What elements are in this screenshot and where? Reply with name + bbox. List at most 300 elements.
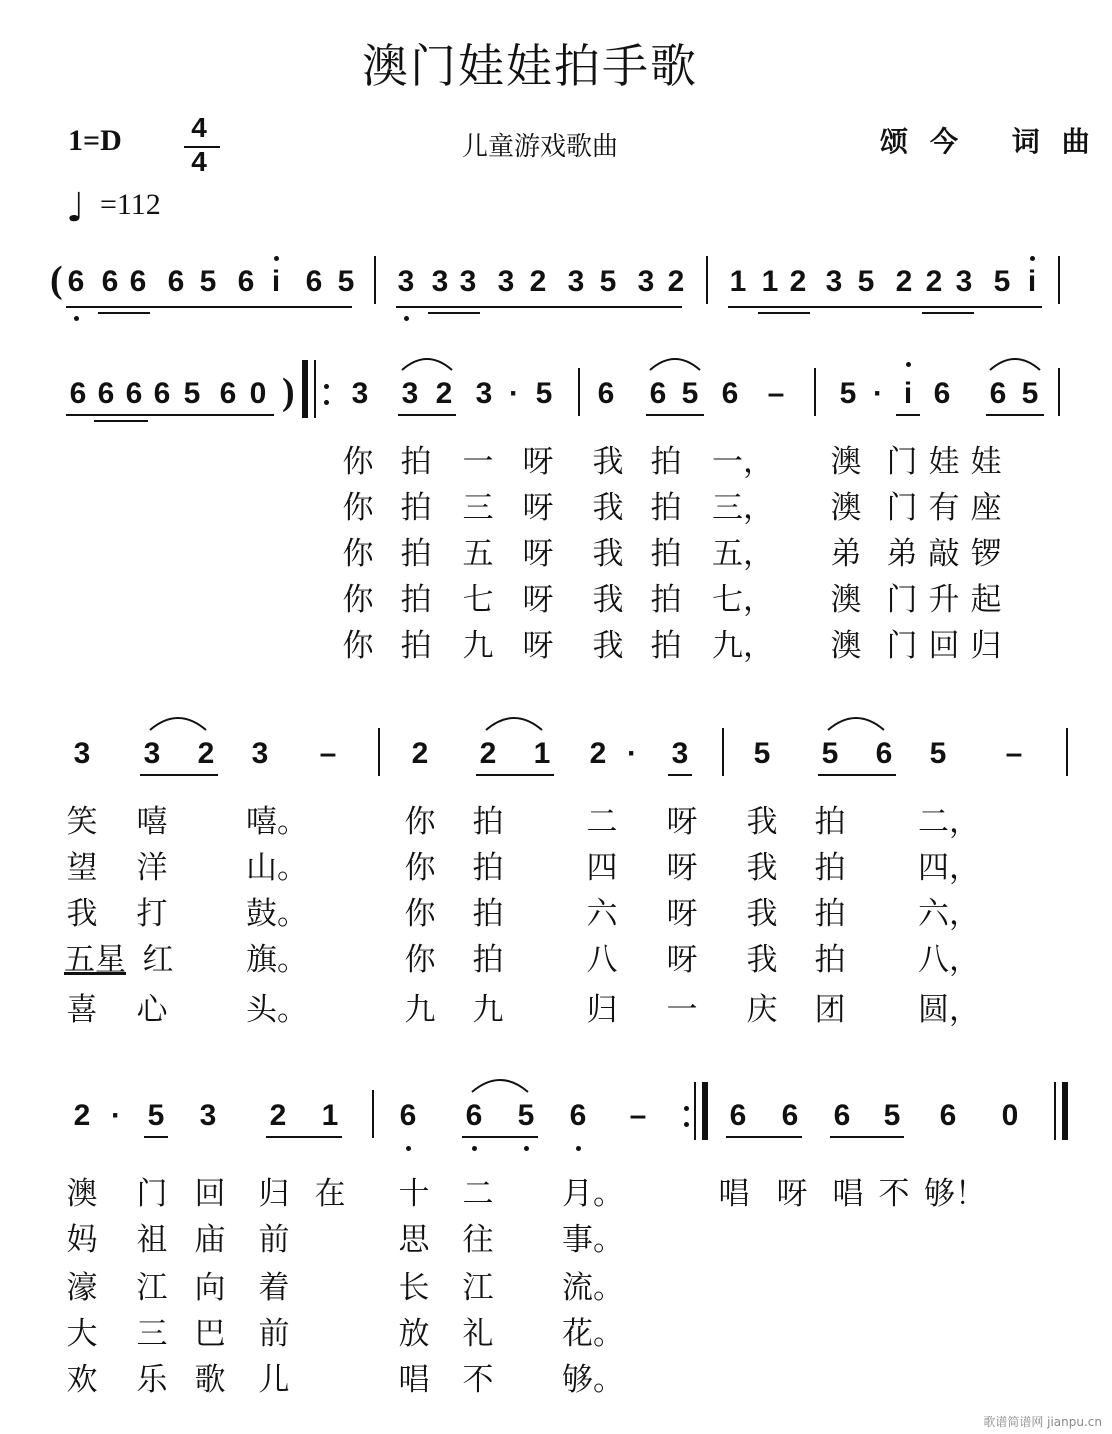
note: 5: [821, 737, 839, 770]
note: 3: [143, 737, 161, 770]
lyric: 祖: [136, 1222, 168, 1258]
lyric-row: [0, 580, 1090, 620]
lyric: 澳: [830, 628, 862, 664]
lyric: 拍: [400, 490, 432, 526]
lyric: 拍: [472, 942, 504, 978]
lyric: 洋: [136, 850, 168, 886]
lyric: 一，: [712, 444, 774, 480]
lyric: 我: [592, 536, 624, 572]
lyric: 归: [970, 628, 1002, 664]
barline: [1058, 368, 1060, 416]
lyric: 拍: [650, 490, 682, 526]
barline: [378, 728, 380, 776]
note: 6: [939, 1099, 957, 1132]
lyric-row: [0, 1314, 1090, 1354]
note: 5: [929, 737, 947, 770]
lyric: 娃: [928, 444, 960, 480]
lyric: 圆，: [918, 992, 980, 1028]
barline: [578, 368, 580, 416]
site-watermark: 歌谱简谱网 jianpu.cn: [983, 1415, 1102, 1429]
note: 2: [789, 265, 807, 298]
lyric: 心: [136, 992, 168, 1028]
notation-line-3: [0, 734, 1090, 786]
lyric: 拍: [814, 850, 846, 886]
lyric: 归: [258, 1176, 290, 1212]
lyric: 拍: [472, 850, 504, 886]
lyric: 江: [462, 1270, 494, 1306]
note: 3: [671, 737, 689, 770]
lyric: 我: [746, 896, 778, 932]
tempo-marking: =112: [100, 188, 161, 221]
beam: [398, 414, 456, 416]
lyric: 一: [462, 444, 494, 480]
final-barline-thick: [1062, 1082, 1068, 1140]
lyric: 够！: [924, 1176, 986, 1212]
lyric: 我: [746, 850, 778, 886]
beam: [462, 1136, 538, 1138]
note: 6: [721, 377, 739, 410]
note: 2: [925, 265, 943, 298]
note: 5: [1021, 377, 1039, 410]
note: 5: [839, 377, 857, 410]
note: 5: [535, 377, 553, 410]
lyric-row: [0, 626, 1090, 666]
lyric-row: [0, 894, 1090, 934]
note: 6: [569, 1099, 587, 1132]
tie-arc: [484, 710, 544, 732]
repeat-end-thick: [702, 1082, 708, 1140]
note: 5: [183, 377, 201, 410]
lyric: 山。: [246, 850, 308, 886]
note: 3: [73, 737, 91, 770]
lyric: 拍: [472, 804, 504, 840]
note: 2: [589, 737, 607, 770]
low-octave-dot: [74, 316, 79, 321]
lyric: 回: [928, 628, 960, 664]
lyric: 呀: [522, 444, 554, 480]
repeat-dot: [684, 1122, 689, 1127]
note: 0: [1001, 1099, 1019, 1132]
low-octave-dot: [406, 1146, 411, 1151]
lyric: 五星: [64, 942, 126, 978]
lyric: 不: [462, 1362, 494, 1398]
barline: [722, 728, 724, 776]
lyric: 澳: [66, 1176, 98, 1212]
lyric: 长: [398, 1270, 430, 1306]
note: 3: [475, 377, 493, 410]
note: 5: [883, 1099, 901, 1132]
lyric: 三，: [712, 490, 774, 526]
lyric: 月。: [562, 1176, 624, 1212]
lyric: 澳: [830, 490, 862, 526]
lyric: 四: [586, 850, 618, 886]
lyric: 六: [586, 896, 618, 932]
note: ·: [873, 377, 883, 410]
lyric: 九: [472, 992, 504, 1028]
note: 2: [197, 737, 215, 770]
notation-line-2: [0, 371, 1090, 426]
lyric: 拍: [400, 582, 432, 618]
note: 3: [955, 265, 973, 298]
lyric: 三: [136, 1316, 168, 1352]
note: 1: [321, 1099, 339, 1132]
lyric: 头。: [246, 992, 308, 1028]
beam: [140, 774, 218, 776]
lyric: 拍: [650, 444, 682, 480]
lyric: 我: [592, 582, 624, 618]
lyric: 二: [462, 1176, 494, 1212]
lyric: 红: [142, 942, 174, 978]
lyric: 门: [886, 490, 918, 526]
note: 2: [435, 377, 453, 410]
note: i: [1027, 265, 1037, 298]
composer-credit: 颂今 词曲: [880, 125, 1112, 158]
lyric: 唱: [398, 1362, 430, 1398]
lyric-row: [0, 488, 1090, 528]
low-octave-dot: [472, 1146, 477, 1151]
lyric: 锣: [970, 536, 1002, 572]
lyric: 唱: [832, 1176, 864, 1212]
note: 6: [67, 265, 85, 298]
lyric: 旗。: [246, 942, 308, 978]
note: 6: [399, 1099, 417, 1132]
lyric: 呀: [522, 490, 554, 526]
repeat-dot: [324, 400, 329, 405]
low-octave-dot: [404, 316, 409, 321]
tie-arc: [470, 1072, 530, 1094]
page-title: 澳门娃娃拍手歌: [362, 39, 698, 93]
note: 5: [599, 265, 617, 298]
time-signature-bottom: 4: [191, 146, 207, 177]
beam: [896, 414, 920, 416]
note: 6: [933, 377, 951, 410]
lyric: 你: [404, 804, 436, 840]
lyric: 我: [592, 628, 624, 664]
note: 6: [875, 737, 893, 770]
tie-arc: [988, 352, 1042, 372]
note: 3: [397, 265, 415, 298]
lyric: 娃: [970, 444, 1002, 480]
lyric: 弟: [886, 536, 918, 572]
lyric: 呀: [666, 850, 698, 886]
tie-arc: [826, 710, 886, 732]
note: 3: [251, 737, 269, 770]
lyric: 九: [462, 628, 494, 664]
note: 6: [97, 377, 115, 410]
lyric: 你: [404, 896, 436, 932]
lyric: 升: [928, 582, 960, 618]
lyric: 呀: [776, 1176, 808, 1212]
lyric: 四，: [918, 850, 980, 886]
note: 1: [533, 737, 551, 770]
note: –: [629, 1099, 647, 1132]
lyric: 二: [586, 804, 618, 840]
time-signature-top: 4: [191, 112, 207, 143]
lyric: 拍: [814, 896, 846, 932]
tie-arc: [400, 352, 454, 372]
note: 6: [305, 265, 323, 298]
lyric: 拍: [400, 444, 432, 480]
note: 0: [249, 377, 267, 410]
repeat-start-thin: [314, 360, 316, 418]
barline: [1058, 256, 1060, 304]
beam: [66, 414, 274, 416]
beam: [66, 306, 352, 308]
lyric: 门: [886, 628, 918, 664]
lyric: 江: [136, 1270, 168, 1306]
lyric: 乐: [136, 1362, 168, 1398]
note: 2: [895, 265, 913, 298]
beam: [758, 312, 810, 314]
lyric: 流。: [562, 1270, 624, 1306]
lyric-row: [0, 990, 1090, 1030]
lyric: 九，: [712, 628, 774, 664]
beam: [830, 1136, 904, 1138]
beam: [818, 774, 896, 776]
lyric: 澳: [830, 582, 862, 618]
lyric: 我: [746, 804, 778, 840]
low-octave-dot: [524, 1146, 529, 1151]
barline: [372, 1090, 374, 1138]
notation-line-1: [0, 259, 1090, 314]
note: 2: [269, 1099, 287, 1132]
lyric: 呀: [522, 582, 554, 618]
repeat-dot: [684, 1106, 689, 1111]
note: 6: [989, 377, 1007, 410]
lyric: 礼: [462, 1316, 494, 1352]
lyric: 你: [342, 444, 374, 480]
lyric: 五，: [712, 536, 774, 572]
lyric: 着: [258, 1270, 290, 1306]
note: –: [767, 377, 785, 410]
lyric: 往: [462, 1222, 494, 1258]
note: i: [271, 265, 281, 298]
lyric-row: [0, 802, 1090, 842]
note: 6: [69, 377, 87, 410]
lyric: 呀: [666, 942, 698, 978]
lyric: 七，: [712, 582, 774, 618]
note: 5: [857, 265, 875, 298]
lyric: 打: [136, 896, 168, 932]
beam: [428, 312, 480, 314]
note: –: [1005, 737, 1023, 770]
note: 2: [73, 1099, 91, 1132]
tie-arc: [148, 710, 208, 732]
note: 6: [597, 377, 615, 410]
lyric: 我: [592, 490, 624, 526]
lyric: 你: [342, 536, 374, 572]
lyric: 笑: [66, 804, 98, 840]
beam: [726, 1136, 802, 1138]
lyric: 呀: [666, 896, 698, 932]
note: 3: [459, 265, 477, 298]
lyric: 巴: [194, 1316, 226, 1352]
lyric: 七: [462, 582, 494, 618]
lyric: 三: [462, 490, 494, 526]
note: i: [903, 377, 913, 410]
lyric-row: [0, 1268, 1090, 1308]
barline: [706, 256, 708, 304]
lyric: 八: [586, 942, 618, 978]
lyric: 望: [66, 850, 98, 886]
lyric-row: [0, 534, 1090, 574]
beam: [396, 306, 682, 308]
lyric: 嘻。: [246, 804, 308, 840]
note: 3: [351, 377, 369, 410]
lyric: 拍: [472, 896, 504, 932]
repeat-dot: [324, 384, 329, 389]
quarter-note-icon: ♩: [66, 185, 85, 231]
beam: [646, 414, 704, 416]
lyric: 你: [342, 582, 374, 618]
note: 3: [825, 265, 843, 298]
lyric: 归: [586, 992, 618, 1028]
beam: [144, 1136, 168, 1138]
lyric: 十: [398, 1176, 430, 1212]
low-octave-dot: [576, 1146, 581, 1151]
lyric: 门: [886, 444, 918, 480]
lyric: 你: [342, 628, 374, 664]
lyric-row: [0, 1360, 1090, 1400]
beam: [98, 312, 150, 314]
note: 6: [219, 377, 237, 410]
lyric-row: [0, 1220, 1090, 1260]
note: 6: [649, 377, 667, 410]
note: 5: [753, 737, 771, 770]
final-barline-thin: [1054, 1082, 1056, 1140]
lyric: 呀: [522, 536, 554, 572]
note: 5: [517, 1099, 535, 1132]
lyric: 二，: [918, 804, 980, 840]
lyric: 呀: [522, 628, 554, 664]
note: ·: [627, 737, 637, 770]
note: 6: [153, 377, 171, 410]
lyric-row: [0, 442, 1090, 482]
note: 6: [729, 1099, 747, 1132]
beam: [922, 312, 974, 314]
lyric: 庆: [746, 992, 778, 1028]
repeat-start-thick: [302, 360, 308, 418]
barline: [814, 368, 816, 416]
lyric: 妈: [66, 1222, 98, 1258]
lyric: 六，: [918, 896, 980, 932]
note: 5: [199, 265, 217, 298]
lyric: 敲: [928, 536, 960, 572]
lyric: 弟: [830, 536, 862, 572]
lyric: 在: [314, 1176, 346, 1212]
note: 6: [125, 377, 143, 410]
note: 5: [337, 265, 355, 298]
lyric: 歌: [194, 1362, 226, 1398]
lyric: 拍: [650, 536, 682, 572]
note: ·: [111, 1099, 121, 1132]
lyric: 澳: [830, 444, 862, 480]
close-paren: ): [282, 371, 295, 413]
notation-line-4: [0, 1096, 1090, 1148]
lyric-row: [0, 1174, 1090, 1214]
lyric: 够。: [562, 1362, 624, 1398]
note: 2: [667, 265, 685, 298]
lyric: 你: [404, 850, 436, 886]
lyric: 回: [194, 1176, 226, 1212]
lyric: 思: [398, 1222, 430, 1258]
note: 6: [833, 1099, 851, 1132]
note: 1: [729, 265, 747, 298]
genre-subtitle: 儿童游戏歌曲: [462, 132, 619, 162]
lyric: 放: [398, 1316, 430, 1352]
lyric: 门: [136, 1176, 168, 1212]
lyric: 五: [462, 536, 494, 572]
lyric: 鼓。: [246, 896, 308, 932]
beam: [986, 414, 1044, 416]
lyric: 拍: [814, 942, 846, 978]
barline: [374, 256, 376, 304]
note: 2: [479, 737, 497, 770]
lyric: 你: [342, 490, 374, 526]
lyric: 拍: [814, 804, 846, 840]
lyric: 起: [970, 582, 1002, 618]
lyric: 九: [404, 992, 436, 1028]
note: 5: [147, 1099, 165, 1132]
high-octave-dot: [906, 362, 911, 367]
lyric: 喜: [66, 992, 98, 1028]
lyric: 大: [66, 1316, 98, 1352]
note: 6: [101, 265, 119, 298]
key-signature: 1=D: [68, 124, 122, 157]
open-paren: (: [50, 259, 63, 301]
note: 6: [167, 265, 185, 298]
note: 2: [529, 265, 547, 298]
lyric: 欢: [66, 1362, 98, 1398]
note: 3: [401, 377, 419, 410]
lyric: 唱: [718, 1176, 750, 1212]
lyric: 拍: [400, 536, 432, 572]
lyric-row: [0, 940, 1090, 980]
lyric: 事。: [562, 1222, 624, 1258]
high-octave-dot: [274, 256, 279, 261]
note: 5: [993, 265, 1011, 298]
lyric: 有: [928, 490, 960, 526]
note: 6: [237, 265, 255, 298]
lyric: 你: [404, 942, 436, 978]
note: 3: [567, 265, 585, 298]
barline: [1066, 728, 1068, 776]
lyric: 门: [886, 582, 918, 618]
note: 3: [637, 265, 655, 298]
beam: [266, 1136, 342, 1138]
lyric: 濠: [66, 1270, 98, 1306]
lyric: 拍: [650, 582, 682, 618]
note: 3: [199, 1099, 217, 1132]
note: 6: [129, 265, 147, 298]
lyric: 八，: [918, 942, 980, 978]
lyric: 我: [746, 942, 778, 978]
note: 2: [411, 737, 429, 770]
lyric: 前: [258, 1316, 290, 1352]
note: ·: [509, 377, 519, 410]
note: 6: [781, 1099, 799, 1132]
beam: [728, 306, 1042, 308]
lyric: 前: [258, 1222, 290, 1258]
lyric: 拍: [400, 628, 432, 664]
note: 1: [761, 265, 779, 298]
lyric: 我: [592, 444, 624, 480]
lyric: 拍: [650, 628, 682, 664]
lyric: 花。: [562, 1316, 624, 1352]
lyric: 我: [66, 896, 98, 932]
lyric: 一: [666, 992, 698, 1028]
repeat-end-thin: [694, 1082, 696, 1140]
